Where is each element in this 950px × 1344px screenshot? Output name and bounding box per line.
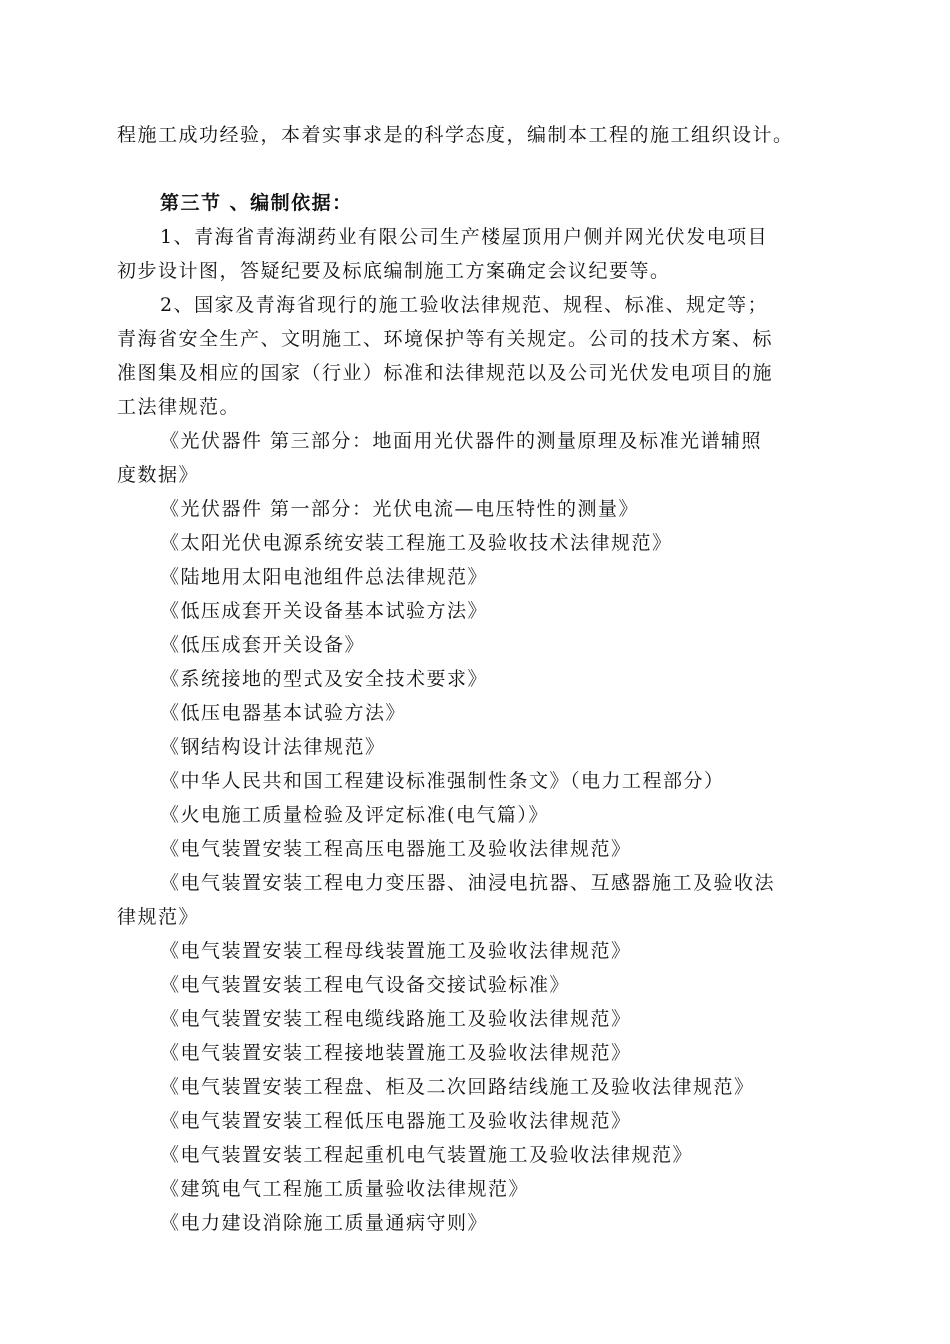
reference-item bbox=[117, 492, 842, 526]
reference-item bbox=[117, 1172, 842, 1206]
reference-item bbox=[117, 832, 842, 866]
reference-item bbox=[117, 968, 842, 1002]
reference-first-line: 《火电施工质量检验及评定标准(电气篇）》 bbox=[160, 804, 549, 826]
reference-item bbox=[117, 730, 842, 764]
paragraph-first-line: 1、青海省青海湖药业有限公司生产楼屋顶用户侧并网光伏发电项目 bbox=[160, 226, 769, 248]
reference-first-line: 《电气装置安装工程起重机电气装置施工及验收法律规范》 bbox=[160, 1144, 694, 1166]
reference-first-line: 《系统接地的型式及安全技术要求》 bbox=[160, 668, 489, 690]
reference-first-line: 《光伏器件 第三部分：地面用光伏器件的测量原理及标准光谱辅照 bbox=[160, 430, 763, 452]
reference-first-line: 《低压电器基本试验方法》 bbox=[160, 702, 407, 724]
reference-first-line: 《陆地用太阳电池组件总法律规范》 bbox=[160, 566, 489, 588]
reference-item bbox=[117, 662, 842, 696]
reference-list bbox=[117, 424, 842, 1240]
paragraph-continuation-line: 准图集及相应的国家（行业）标准和法律规范以及公司光伏发电项目的施 bbox=[117, 362, 774, 384]
reference-item bbox=[117, 560, 842, 594]
reference-item bbox=[117, 526, 842, 560]
reference-item bbox=[117, 1070, 842, 1104]
reference-item bbox=[117, 1206, 842, 1240]
reference-first-line: 《钢结构设计法律规范》 bbox=[160, 736, 386, 758]
reference-first-line: 《电气装置安装工程盘、柜及二次回路结线施工及验收法律规范》 bbox=[160, 1076, 755, 1098]
reference-item bbox=[117, 1138, 842, 1172]
basis-paragraph bbox=[117, 288, 842, 424]
reference-first-line: 《低压成套开关设备基本试验方法》 bbox=[160, 600, 489, 622]
reference-first-line: 《建筑电气工程施工质量验收法律规范》 bbox=[160, 1178, 530, 1200]
document-body bbox=[117, 118, 842, 1240]
basis-paragraph bbox=[117, 220, 842, 288]
reference-first-line: 《电气装置安装工程低压电器施工及验收法律规范》 bbox=[160, 1110, 632, 1132]
reference-item bbox=[117, 594, 842, 628]
reference-first-line: 《电气装置安装工程电气设备交接试验标准》 bbox=[160, 974, 571, 996]
reference-first-line: 《电气装置安装工程电力变压器、油浸电抗器、互感器施工及验收法 bbox=[160, 872, 776, 894]
reference-item bbox=[117, 1104, 842, 1138]
reference-first-line: 《电力建设消除施工质量通病守则》 bbox=[160, 1212, 489, 1234]
paragraph-continuation-line: 青海省安全生产、文明施工、环境保护等有关规定。公司的技术方案、标 bbox=[117, 328, 774, 350]
reference-item bbox=[117, 798, 842, 832]
section-heading: 第三节 、编制依据： bbox=[160, 192, 353, 214]
reference-item bbox=[117, 628, 842, 662]
paragraph-first-line: 2、国家及青海省现行的施工验收法律规范、规程、标准、规定等； bbox=[160, 294, 769, 316]
reference-item bbox=[117, 1036, 842, 1070]
paragraph-list bbox=[117, 220, 842, 424]
reference-item bbox=[117, 934, 842, 968]
reference-first-line: 《光伏器件 第一部分：光伏电流—电压特性的测量》 bbox=[160, 498, 640, 520]
reference-first-line: 《电气装置安装工程高压电器施工及验收法律规范》 bbox=[160, 838, 632, 860]
reference-first-line: 《电气装置安装工程电缆线路施工及验收法律规范》 bbox=[160, 1008, 632, 1030]
reference-first-line: 《电气装置安装工程接地装置施工及验收法律规范》 bbox=[160, 1042, 632, 1064]
paragraph-continuation-line: 工法律规范。 bbox=[117, 396, 241, 418]
reference-first-line: 《低压成套开关设备》 bbox=[160, 634, 366, 656]
reference-continuation-line: 度数据》 bbox=[117, 464, 200, 486]
reference-item bbox=[117, 424, 842, 492]
reference-first-line: 《太阳光伏电源系统安装工程施工及验收技术法律规范》 bbox=[160, 532, 673, 554]
reference-first-line: 《电气装置安装工程母线装置施工及验收法律规范》 bbox=[160, 940, 632, 962]
intro-line: 程施工成功经验，本着实事求是的科学态度，编制本工程的施工组织设计。 bbox=[117, 124, 794, 146]
reference-item bbox=[117, 1002, 842, 1036]
reference-item bbox=[117, 764, 842, 798]
reference-item bbox=[117, 696, 842, 730]
reference-item bbox=[117, 866, 842, 934]
paragraph-continuation-line: 初步设计图，答疑纪要及标底编制施工方案确定会议纪要等。 bbox=[117, 260, 671, 282]
reference-continuation-line: 律规范》 bbox=[117, 906, 200, 928]
reference-first-line: 《中华人民共和国工程建设标准强制性条文》（电力工程部分） bbox=[160, 770, 725, 792]
